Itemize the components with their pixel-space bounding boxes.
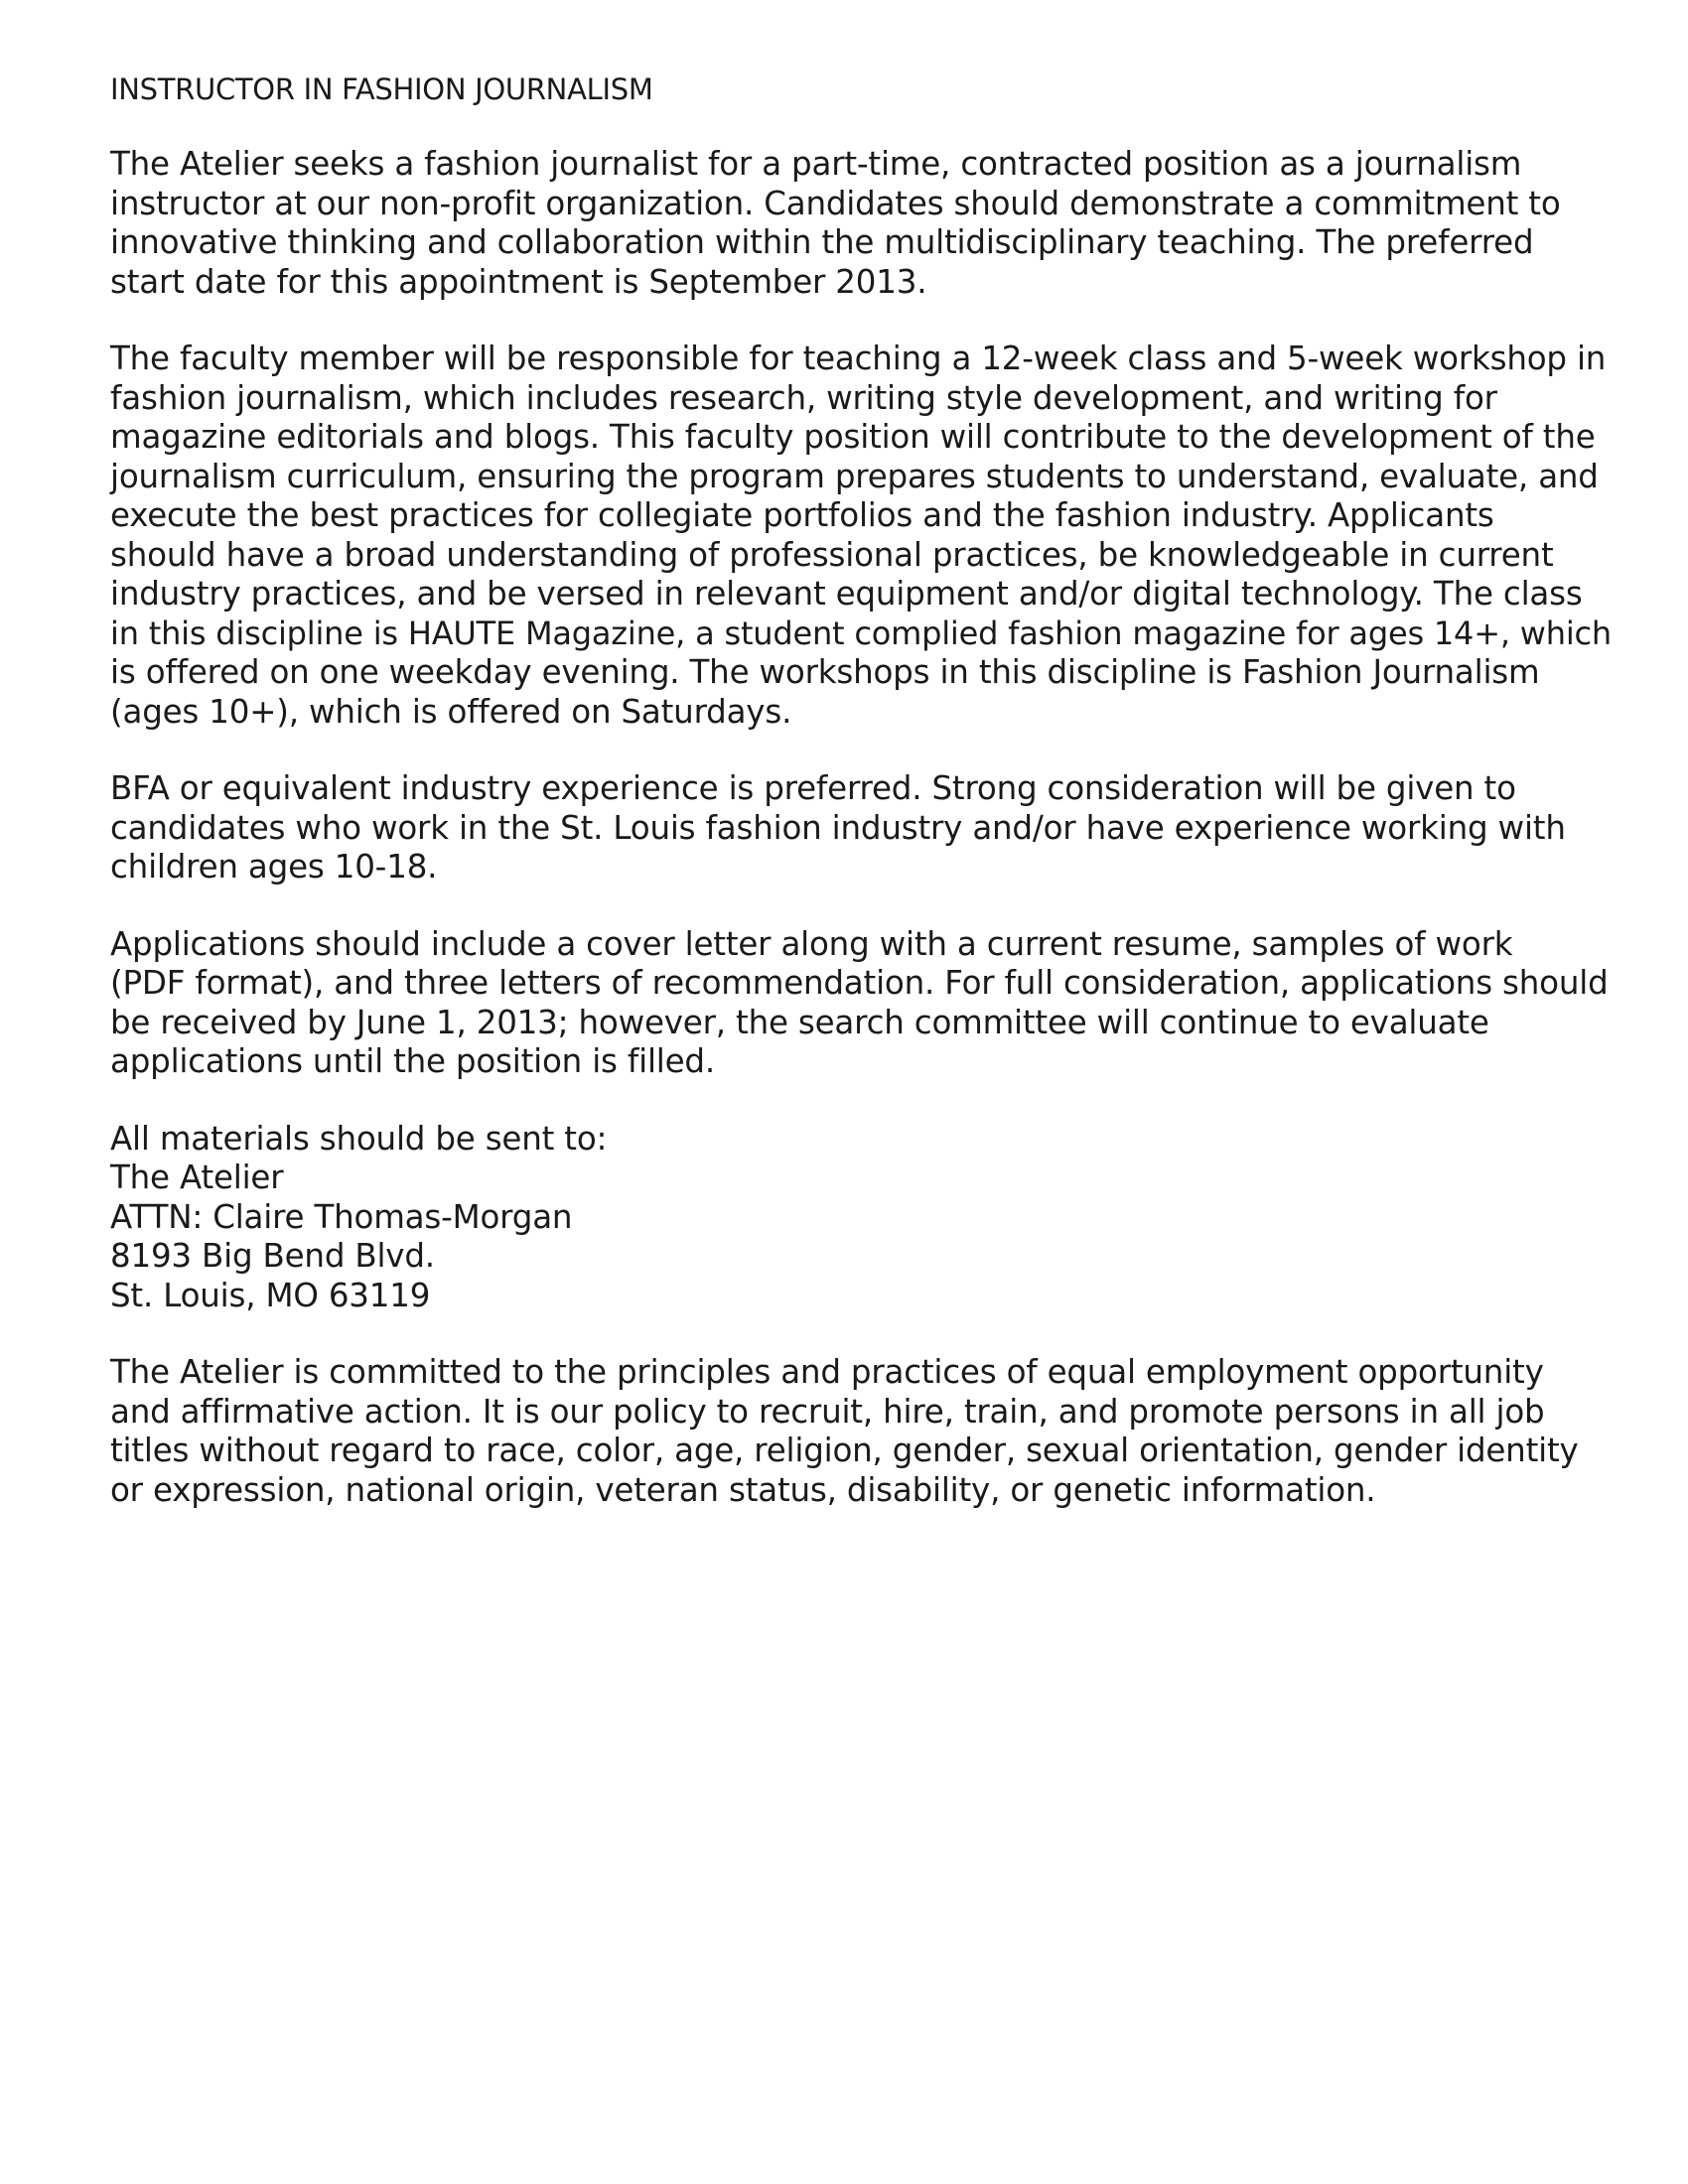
text-line: ATTN: Claire Thomas-Morgan	[110, 1197, 573, 1236]
text-line: (PDF format), and three letters of recommendation. For full consideration, applications should	[110, 964, 1609, 1002]
text-line: industry practices, and be versed in relevant equipment and/or digital technology. The class	[110, 575, 1583, 613]
text-line: be received by June 1, 2013; however, the search committee will continue to evaluate	[110, 1003, 1489, 1041]
text-line: fashion journalism, which includes research, writing style development, and writing for	[110, 378, 1497, 417]
text-line: candidates who work in the St. Louis fashion industry and/or have experience working with	[110, 808, 1566, 847]
text-line: is offered on one weekday evening. The workshops in this discipline is Fashion Journalism	[110, 653, 1540, 691]
text-line: Applications should include a cover letter along with a current resume, samples of work	[110, 924, 1513, 963]
text-line: journalism curriculum, ensuring the program prepares students to understand, evaluate, and	[110, 457, 1599, 495]
text-line: All materials should be sent to:	[110, 1119, 608, 1158]
text-line: or expression, national origin, veteran status, disability, or genetic information.	[110, 1470, 1376, 1509]
text-line: The Atelier is committed to the principles and practices of equal employment opportunity	[110, 1353, 1544, 1391]
paragraph-application-instructions	[110, 925, 1619, 1082]
text-line: and affirmative action. It is our policy to recruit, hire, train, and promote persons in all job	[110, 1392, 1545, 1431]
paragraph-mailing-address	[110, 1120, 1619, 1316]
text-line: start date for this appointment is September 2013.	[110, 262, 927, 301]
text-line: should have a broad understanding of professional practices, be knowledgeable in current	[110, 535, 1554, 574]
document-page	[110, 69, 1619, 1548]
text-line: 8193 Big Bend Blvd.	[110, 1237, 435, 1275]
text-line: BFA or equivalent industry experience is preferred. Strong consideration will be given to	[110, 769, 1516, 807]
document-title: INSTRUCTOR IN FASHION JOURNALISM	[110, 72, 653, 106]
text-line: children ages 10-18.	[110, 848, 438, 886]
text-line: instructor at our non-profit organization. Candidates should demonstrate a commitment to	[110, 184, 1561, 222]
text-line: in this discipline is HAUTE Magazine, a student complied fashion magazine for ages 14+, which	[110, 614, 1612, 652]
paragraph-responsibilities	[110, 340, 1619, 732]
text-line: (ages 10+), which is offered on Saturdays.	[110, 692, 792, 731]
text-line: execute the best practices for collegiate portfolios and the fashion industry. Applicants	[110, 496, 1494, 534]
text-line: The Atelier	[110, 1159, 284, 1196]
paragraph-qualifications	[110, 769, 1619, 887]
text-line: innovative thinking and collaboration within the multidisciplinary teaching. The preferred	[110, 223, 1534, 261]
text-line: titles without regard to race, color, age, religion, gender, sexual orientation, gender identity	[110, 1432, 1579, 1469]
paragraph-overview	[110, 145, 1619, 302]
text-line: applications until the position is filled.	[110, 1042, 715, 1080]
text-line: magazine editorials and blogs. This faculty position will contribute to the development of the	[110, 418, 1596, 456]
paragraph-equal-opportunity	[110, 1353, 1619, 1510]
text-line: The Atelier seeks a fashion journalist for a part-time, contracted position as a journalism	[110, 145, 1522, 183]
document-body	[110, 145, 1619, 1510]
text-line: The faculty member will be responsible for teaching a 12-week class and 5-week workshop in	[110, 340, 1607, 377]
text-line: St. Louis, MO 63119	[110, 1276, 431, 1314]
